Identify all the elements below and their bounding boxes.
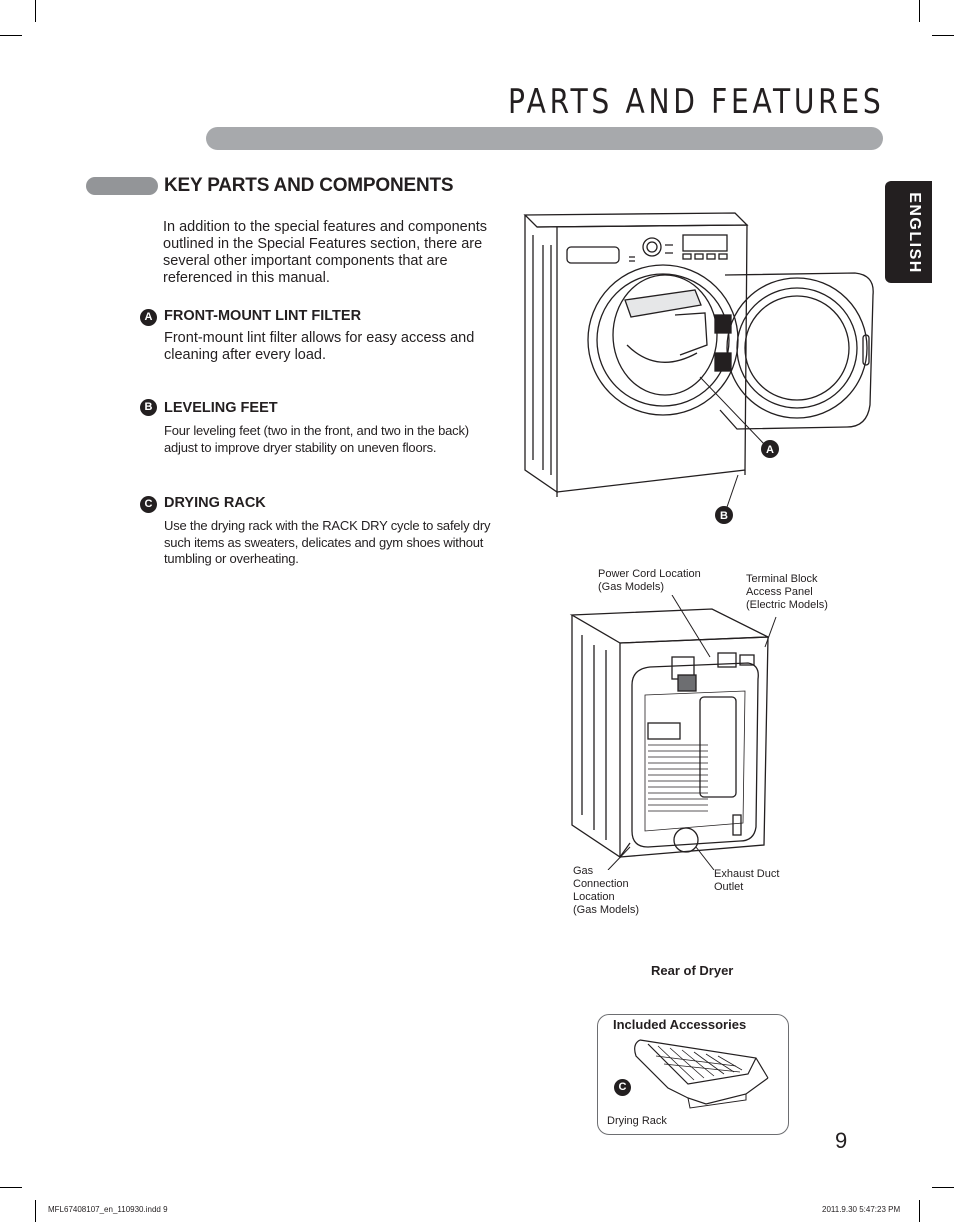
title-bar (206, 127, 883, 150)
section-pill (86, 177, 158, 195)
page-number: 9 (835, 1128, 848, 1153)
footer-right: 2011.9.30 5:47:23 PM (822, 1205, 901, 1214)
label-exhaust: Exhaust Duct Outlet (714, 868, 780, 893)
footer-left: MFL67408107_en_110930.indd 9 (48, 1205, 168, 1214)
section-intro: In addition to the special features and components outlined in the Special Features section, there are several other important components that are referenced in this manual. (163, 219, 488, 286)
section-title: KEY PARTS AND COMPONENTS (164, 175, 454, 196)
language-tab-label: ENGLISH (906, 192, 923, 274)
rear-caption: Rear of Dryer (651, 963, 734, 978)
crop-mark (35, 0, 36, 22)
crop-mark (0, 1187, 22, 1188)
crop-mark (919, 1200, 920, 1222)
label-gas-connection: Gas Connection Location (Gas Models) (573, 865, 640, 916)
crop-mark (932, 35, 954, 36)
item-title-drying-rack: DRYING RACK (164, 495, 266, 511)
badge-b: B (140, 399, 157, 416)
crop-mark (932, 1187, 954, 1188)
rear-dryer-illustration (560, 595, 780, 870)
item-title-lint-filter: FRONT-MOUNT LINT FILTER (164, 308, 362, 324)
badge-c-accessory: C (614, 1079, 631, 1096)
crop-mark (35, 1200, 36, 1222)
language-tab (885, 181, 932, 283)
item-desc-lint-filter: Front-mount lint filter allows for easy access and cleaning after every load. (164, 330, 475, 363)
badge-a: A (140, 309, 157, 326)
badge-c: C (140, 496, 157, 513)
drying-rack-label: Drying Rack (607, 1115, 667, 1127)
item-title-leveling-feet: LEVELING FEET (164, 400, 278, 416)
crop-mark (0, 35, 22, 36)
front-dryer-illustration (515, 205, 885, 530)
drying-rack-illustration (628, 1034, 778, 1114)
label-power-cord: Power Cord Location (Gas Models) (598, 568, 701, 593)
crop-mark (919, 0, 920, 22)
item-desc-leveling-feet: Four leveling feet (two in the front, and two in the back) adjust to improve dryer stability on uneven floors. (164, 423, 469, 455)
callout-b-label: B (720, 510, 728, 522)
item-desc-drying-rack: Use the drying rack with the RACK DRY cycle to safely dry such items as sweaters, delicates and gym shoes without tumbling or overheating. (164, 518, 491, 566)
page-title: PARTS AND FEATURES (508, 82, 885, 122)
callout-a-label: A (766, 444, 774, 456)
accessories-title: Included Accessories (613, 1017, 747, 1032)
label-terminal-block: Terminal Block Access Panel (Electric Models) (746, 573, 828, 611)
